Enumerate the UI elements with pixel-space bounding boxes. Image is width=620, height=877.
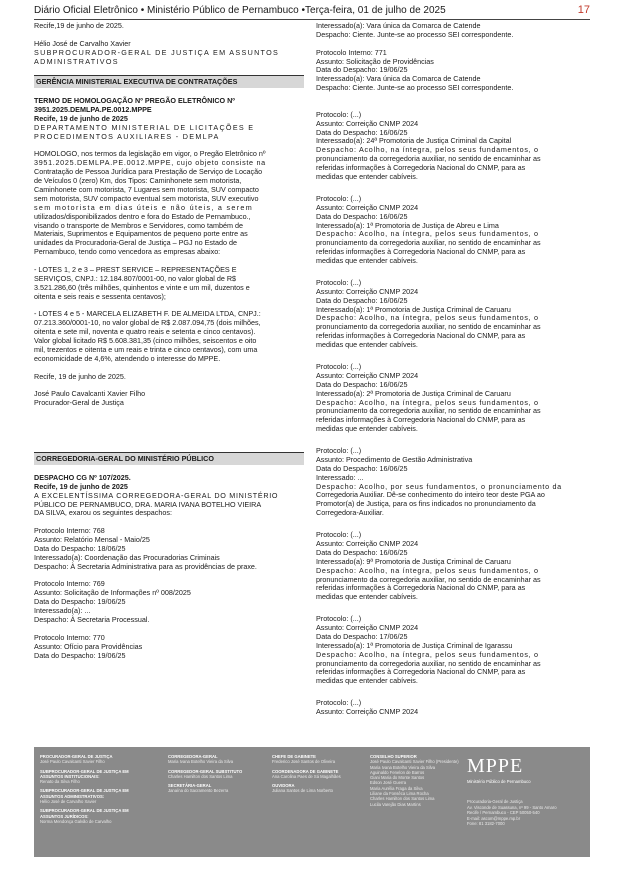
protocol-line: Data do Despacho: 19/06/25 [316, 65, 408, 75]
left-column [34, 22, 304, 660]
protocol-line: Protocolo: (...) [316, 361, 362, 371]
body-line: sem motorista em dias úteis e não úteis, a serem [34, 202, 253, 212]
protocol-line: Data do Despacho: 18/06/25 [34, 543, 126, 553]
protocol-line: Protocolo Interno: 771 [316, 47, 387, 57]
despacho-text: referidas informações à Corregedoria Nacional do CNMP, para as [316, 331, 526, 341]
body-line: oitenta e seis reais e sessenta centavos); [34, 291, 166, 301]
spacer [168, 794, 268, 798]
lote-1-3 [34, 266, 304, 302]
protocol-line: Interessado(a): Vara única da Comarca de Catende [316, 21, 481, 30]
protocol-line: Protocolo: (...) [316, 109, 362, 119]
logo-subtitle: Ministério Público de Pernambuco [467, 779, 531, 784]
body-line: 3951.2025.DEMLPA.PE.0012.MPPE, cujo objeto consiste na [34, 158, 266, 168]
protocol-line: Protocolo: (...) [316, 445, 362, 455]
protocol-line: Protocolo: (...) [316, 529, 362, 539]
body-line: - LOTES 4 e 5 - MARCELA ELIZABETH F. DE ALMEIDA LTDA, CNPJ.: [34, 309, 261, 319]
despacho-text: medidas que entender cabíveis. [316, 340, 418, 350]
protocol-line: Data do Despacho: 16/06/25 [316, 211, 408, 221]
footer-heading: SECRETÁRIA-GERAL [168, 783, 212, 789]
header-title: Diário Oficial Eletrônico • Ministério Público de Pernambuco •Terça-feira, 01 de julho de 2025 [34, 5, 446, 16]
despacho-text: Promotor(a) de Justiça, para os fins indicados no pronunciamento da [316, 499, 536, 509]
body-line: de Veículos 0 (zero) Km, dos Tipos: Caminhonete sem motorista, [34, 175, 242, 185]
signer-role: ADMINISTRATIVOS [34, 56, 119, 66]
despacho-intro: DA SILVA, exarou os seguintes despachos: [34, 508, 172, 518]
footer-name: Renato da Silva Filho [40, 779, 80, 785]
protocol-line: Assunto: Correição CNMP 2024 [316, 622, 419, 632]
despacho-text: Despacho: Acolho, na íntegra, pelos seus fundamentos, o [316, 313, 539, 323]
page-header [34, 5, 590, 20]
footer-heading: SUBPROCURADOR-GERAL DE JUSTIÇA EM ASSUNTOS JURÍDICOS: [40, 808, 129, 819]
footer-heading: CHEFE DE GABINETE [272, 754, 316, 759]
despacho-block [316, 615, 586, 686]
protocol-line: Interessado(a): 24ª Promotoria de Justiça Criminal da Capital [316, 136, 512, 146]
body-line: - LOTES 1, 2 e 3 – PREST SERVICE – REPRESENTAÇÕES E [34, 264, 237, 274]
section-heading: CORREGEDORIA-GERAL DO MINISTÉRIO PÚBLICO [34, 452, 304, 465]
spacer [316, 182, 586, 191]
despacho-text: medidas que entender cabíveis. [316, 592, 418, 602]
footer-name: Lucila Varejão Dias Martins [370, 801, 421, 807]
protocol-line: Assunto: Correição CNMP 2024 [316, 202, 419, 212]
body-line: oitenta e sete mil, noventa e quatro reais e setenta e cinco centavos). [34, 327, 256, 337]
body-line: Pernambuco, tendo como vencedora as empresas abaixo: [34, 247, 221, 257]
protocol-line: Interessado(a): ... [34, 606, 91, 616]
department: PROCEDIMENTOS AUXILIARES - DEMLPA [34, 131, 220, 141]
recife-date: Recife,19 de junho de 2025. [34, 21, 124, 30]
despacho-block [316, 531, 586, 602]
footer-heading: CONSELHO SUPERIOR [370, 754, 417, 759]
homologation-body [34, 150, 304, 257]
despacho-text: pronunciamento da corregedoria auxiliar, no sentido de encaminhar as [316, 658, 541, 668]
protocol-line: Assunto: Correição CNMP 2024 [316, 286, 419, 296]
footer-name: José Paulo Cavalcanti Xavier Filho (Presidente) [370, 759, 459, 765]
despacho-date: Recife, 19 de junho de 2025 [34, 481, 128, 491]
correicao-blocks [316, 111, 586, 717]
protocol-line: Protocolo Interno: 770 [34, 632, 105, 642]
footer-col-leadership [40, 754, 140, 828]
body-line: unidades da Procuradoria-Geral de Justiça – PGJ no Estado de [34, 238, 237, 248]
footer-col-conselho [370, 754, 460, 811]
despacho-text: Despacho: Acolho, na íntegra, pelos seus fundamentos, o [316, 649, 539, 659]
protocol-line: Assunto: Relatório Mensal - Maio/25 [34, 535, 150, 545]
body-line: Contratação de Pessoa Jurídica para Prestação de Serviço de Locação [34, 167, 263, 177]
footer-heading: SUBPROCURADOR-GERAL DE JUSTIÇA EM ASSUNTOS INSTITUCIONAIS: [40, 768, 129, 779]
despacho-text: pronunciamento da corregedoria auxiliar, no sentido de encaminhar as [316, 322, 541, 332]
despacho-text: pronunciamento da corregedoria auxiliar, no sentido de encaminhar as [316, 406, 541, 416]
protocol-line: Protocolo: (...) [316, 614, 362, 624]
address-line: E-mail: ascom@mppe.mp.br [467, 815, 521, 821]
body-line: mil, trezentos e oitenta e um reais e trinta e cinco centavos), com uma [34, 344, 258, 354]
despacho-text: pronunciamento da corregedoria auxiliar, no sentido de encaminhar as [316, 238, 541, 248]
signer-name: Hélio José de Carvalho Xavier [34, 38, 131, 48]
footer-heading: CORREGEDORA-GERAL [168, 754, 218, 759]
protocol-line: Assunto: Procedimento de Gestão Administrativa [316, 454, 473, 464]
despacho-block [316, 699, 586, 717]
despacho-text: pronunciamento da corregedoria auxiliar, no sentido de encaminhar as [316, 154, 541, 164]
homologation-date: Recife, 19 de junho de 2025 [34, 113, 128, 123]
footer-name: Giani Maria do Monte Santos [370, 775, 425, 781]
protocol-line: Despacho: Ciente. Junte-se ao processo SEI correspondente. [316, 83, 514, 93]
footer-heading: SUBPROCURADOR-GERAL DE JUSTIÇA EM ASSUNTOS ADMINISTRATIVOS: [40, 788, 129, 799]
protocol-line: Protocolo Interno: 769 [34, 579, 105, 589]
protocol-line: Data do Despacho: 17/06/25 [316, 631, 408, 641]
despacho-text: pronunciamento da corregedoria auxiliar, no sentido de encaminhar as [316, 574, 541, 584]
signer-name: José Paulo Cavalcanti Xavier Filho [34, 389, 146, 399]
body-line: economicidade de 4,6%, atendendo o interesse do MPPE. [34, 353, 221, 363]
despacho-title: DESPACHO CG Nº 107/2025. [34, 472, 131, 482]
recife-date: Recife, 19 de junho de 2025. [34, 371, 126, 381]
footer-name: Frederico José Santos de Oliveira [272, 759, 336, 765]
spacer [316, 602, 586, 611]
despacho-block [316, 279, 586, 350]
body-line: utilizados/disponibilizados dentro e fora do Estado de Pernambuco., [34, 211, 251, 221]
spacer [316, 518, 586, 527]
protocol-line: Interessado(a): Vara única da Comarca de Catende [316, 74, 481, 84]
body-line: 07.213.360/0001-10, no valor global de R$ 2.087.094,75 (dois milhões, [34, 318, 261, 328]
protocol-line: Interessado(a): 2ª Promotoria de Justiça Criminal de Caruaru [316, 388, 511, 398]
protocol-line: Protocolo Interno: 768 [34, 526, 105, 536]
despacho-block [316, 195, 586, 266]
body-line: sem motorista, SUV compacto eventual sem motorista, SUV executivo [34, 193, 259, 203]
signer-role: SUBPROCURADOR-GERAL DE JUSTIÇA EM ASSUNTOS [34, 47, 280, 57]
footer-name: Maria Aurélia Fraga da Silva [370, 785, 423, 791]
despacho-text: medidas que entender cabíveis. [316, 424, 418, 434]
footer-name: Maria Ivana Botelho Vieira da Silva [168, 759, 234, 765]
logo-wordmark: MPPE [467, 755, 524, 777]
despacho-block [316, 111, 586, 182]
footer-col-corregedoria [168, 754, 268, 798]
spacer [272, 794, 362, 798]
protocol-line: Assunto: Correição CNMP 2024 [316, 706, 419, 716]
body-line: 3.521.286,60 (três milhões, quinhentos e vinte e um mil, duzentos e [34, 282, 250, 292]
homologation-title: TERMO DE HOMOLOGAÇÃO Nº PREGÃO ELETRÔNICO Nº [34, 95, 235, 105]
despacho-text: Corregedoria Auxiliar. Dê-se conhecimento do inteiro teor deste PGA ao [316, 490, 545, 500]
despacho-text: Despacho: Acolho, na íntegra, pelos seus fundamentos, o [316, 229, 539, 239]
despacho-intro: PÚBLICO DE PERNAMBUCO, DRA. MARIA IVANA BOTELHO VIEIRA [34, 499, 262, 509]
footer-name: Ana Carolina Paes de Sá Magalhães [272, 773, 341, 779]
protocol-line: Data do Despacho: 19/06/25 [34, 650, 126, 660]
despacho-text: referidas informações à Corregedoria Nacional do CNMP, para as [316, 583, 526, 593]
protocol-line: Despacho: Ciente. Junte-se ao processo SEI correspondente. [316, 29, 514, 39]
despacho-text: Despacho: Acolho, na íntegra, pelos seus fundamentos, o [316, 397, 539, 407]
protocol-line: Despacho: À Secretaria Processual. [34, 615, 150, 625]
spacer [40, 824, 140, 828]
lote-4-5 [34, 310, 304, 363]
despacho-text: medidas que entender cabíveis. [316, 256, 418, 266]
protocol-line: Data do Despacho: 16/06/25 [316, 295, 408, 305]
address-line: Av. Visconde de Suassuna, nº 99 - Santo Amaro [467, 804, 557, 810]
protocol-line: Protocolo: (...) [316, 193, 362, 203]
footer-heading: COORDENADORA DE GABINETE [272, 768, 339, 774]
footer-name: Norma Mendonça Galvão de Carvalho [40, 818, 112, 824]
despacho-text: referidas informações à Corregedoria Nacional do CNMP, para as [316, 247, 526, 257]
footer-heading: PROCURADOR-GERAL DE JUSTIÇA [40, 754, 113, 759]
address-line: Fone: 81 3182-7000 [467, 821, 505, 827]
body-line: Materiais, Suprimentos e Equipamentos de pequeno porte entre as [34, 229, 248, 239]
spacer [316, 266, 586, 275]
despacho-text: medidas que entender cabíveis. [316, 172, 418, 182]
despacho-block [316, 363, 586, 434]
body-line: SERVIÇOS, CNPJ.: 12.184.807/0001-00, no valor global de R$ [34, 273, 237, 283]
protocol-line: Protocolo: (...) [316, 277, 362, 287]
despacho-intro: A EXCELENTÍSSIMA CORREGEDORA-GERAL DO MINISTÉRIO [34, 490, 279, 500]
footer-name: Edson José Guerra [370, 780, 407, 786]
protocol-line: Interessado(a): 1ª Promotoria de Justiça Criminal de Caruaru [316, 304, 511, 314]
section-heading: GERÊNCIA MINISTERIAL EXECUTIVA DE CONTRATAÇÕES [34, 75, 304, 88]
page-number: 17 [577, 4, 590, 16]
despacho-text: referidas informações à Corregedoria Nacional do CNMP, para as [316, 667, 526, 677]
footer-name: Liliane da Fonsêca Lima Rocha [370, 791, 429, 797]
footer-name: Charles Hamilton dos Santos Lima [168, 773, 233, 779]
protocol-768 [34, 527, 304, 572]
right-column [316, 22, 586, 717]
spacer [370, 807, 460, 811]
protocol-line: Data do Despacho: 19/06/25 [34, 597, 126, 607]
body-line: HOMOLOGO, nos termos da legislação em vigor, o Pregão Eletrônico nº [34, 149, 266, 159]
protocol-line: Protocolo: (...) [316, 698, 362, 708]
address-line: Procuradoria-Geral de Justiça [467, 799, 523, 804]
despacho-text: Despacho: Acolho, na íntegra, pelos seus fundamentos, o [316, 565, 539, 575]
protocol-line: Assunto: Correição CNMP 2024 [316, 538, 419, 548]
protocol-771 [316, 49, 586, 94]
protocol-line: Interessado(a): 1ª Promotoria de Justiça de Abreu e Lima [316, 220, 499, 230]
protocol-line: Assunto: Solicitação de Providências [316, 56, 434, 66]
spacer [316, 350, 586, 359]
footer-name: Aguinaldo Fenelon de Barros [370, 769, 425, 775]
despacho-text: Corregedora-Auxiliar. [316, 508, 384, 518]
body-line: Caminhonete com motorista, 7 Lugares sem motorista, SUV compacto [34, 184, 259, 194]
protocol-line: Assunto: Correição CNMP 2024 [316, 370, 419, 380]
footer-address [467, 799, 557, 827]
body-line: visando o transporte de Membros e Servidores, como também de [34, 220, 243, 230]
protocol-line: Interessado(a): 1ª Promotoria de Justiça Criminal de Igarassu [316, 640, 513, 650]
protocol-770 [34, 634, 304, 661]
spacer [316, 434, 586, 443]
footer-name: José Paulo Cavalcanti Xavier Filho [40, 759, 105, 765]
protocol-line: Interessado: ... [316, 472, 364, 482]
despacho-block [316, 447, 586, 518]
department: DEPARTAMENTO MINISTERIAL DE LICITAÇÕES E [34, 122, 255, 132]
homologation-title: 3951.2025.DEMLPA.PE.0012.MPPE [34, 104, 152, 114]
footer-name: Hélio José de Carvalho Xavier [40, 799, 97, 805]
footer-name: Charles Hamilton dos Santos Lima [370, 796, 435, 802]
footer-name: Janaína do Sacramento Bezerra [168, 788, 229, 794]
despacho-text: medidas que entender cabíveis. [316, 676, 418, 686]
despacho-text: Despacho: Acolho, por seus fundamentos, o pronunciamento da [316, 481, 562, 491]
despacho-text: Despacho: Acolho, na íntegra, pelos seus fundamentos, o [316, 145, 539, 155]
page-footer [34, 747, 590, 857]
protocol-line: Assunto: Correição CNMP 2024 [316, 118, 419, 128]
protocol-769 [34, 580, 304, 625]
footer-name: Juliana Santos de Lima Norberto [272, 788, 333, 794]
footer-heading: CORREGEDOR-GERAL SUBSTITUTO [168, 768, 243, 774]
protocol-line: Despacho: À Secretaria Administrativa para as providências de praxe. [34, 561, 257, 571]
protocol-line: Interessado(a): Coordenação das Procuradorias Criminais [34, 552, 220, 562]
signer-role: Procurador-Geral de Justiça [34, 398, 124, 408]
protocol-line: Assunto: Ofício para Providências [34, 641, 143, 651]
protocol-line: Data do Despacho: 16/06/25 [316, 127, 408, 137]
despacho-text: referidas informações à Corregedoria Nacional do CNMP, para as [316, 415, 526, 425]
protocol-line: Interessado(a): 9ª Promotoria de Justiça Criminal de Caruaru [316, 556, 511, 566]
protocol-line: Data do Despacho: 16/06/25 [316, 463, 408, 473]
footer-name: Maria Ivana Botelho Vieira da Silva [370, 764, 436, 770]
footer-col-gabinete [272, 754, 362, 798]
protocol-line: Data do Despacho: 16/06/25 [316, 379, 408, 389]
despacho-text: referidas informações à Corregedoria Nacional do CNMP, para as [316, 163, 526, 173]
address-line: Recife / Pernambuco - CEP 50050-540 [467, 810, 540, 816]
protocol-line: Data do Despacho: 16/06/25 [316, 547, 408, 557]
protocol-line: Assunto: Solicitação de Informações nº 008/2025 [34, 588, 191, 598]
spacer [316, 686, 586, 695]
body-line: Valor global licitado R$ 5.608.381,35 (cinco milhões, seiscentos e oito [34, 336, 257, 346]
footer-heading: OUVIDORA [272, 783, 295, 789]
